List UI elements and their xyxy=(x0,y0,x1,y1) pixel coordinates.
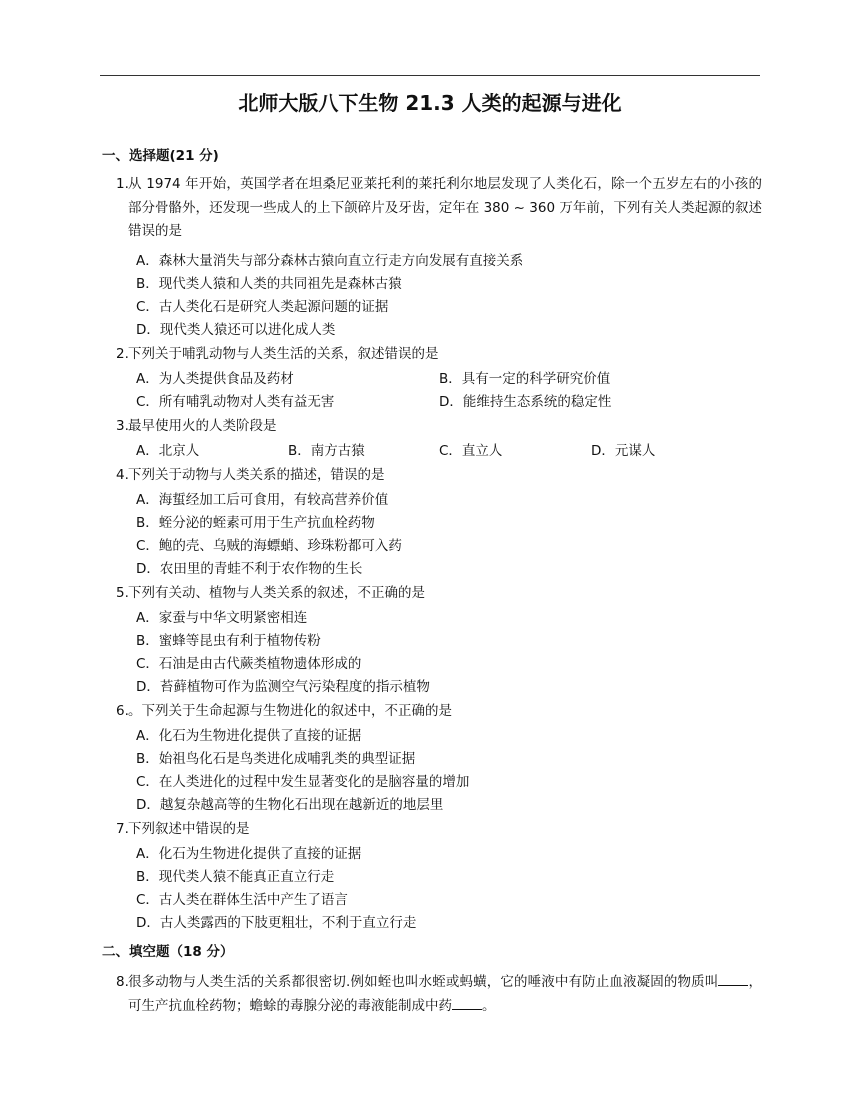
option-d: D．古人类露西的下肢更粗壮，不利于直立行走 xyxy=(136,915,417,931)
option-c: C．古人类在群体生活中产生了语言 xyxy=(136,892,348,908)
section-title-fill: 二、填空题（18 分） xyxy=(102,944,234,960)
question-stem xyxy=(128,971,762,1018)
option-d: D．元谋人 xyxy=(591,443,656,459)
option-a: A．化石为生物进化提供了直接的证据 xyxy=(136,728,362,744)
header-rule xyxy=(100,75,760,76)
question-number: 6. xyxy=(116,703,129,719)
option-c: C．在人类进化的过程中发生显著变化的是脑容量的增加 xyxy=(136,774,470,790)
question-stem: 下列关于动物与人类关系的描述，错误的是 xyxy=(128,467,385,483)
question-4 xyxy=(116,464,762,488)
option-c: C．直立人 xyxy=(439,443,503,459)
question-8 xyxy=(116,971,762,1018)
option-b: B．蜜蜂等昆虫有利于植物传粉 xyxy=(136,633,321,649)
question-number: 8. xyxy=(116,974,129,990)
question-3 xyxy=(116,415,762,439)
option-c: C．鲍的壳、乌贼的海螵蛸、珍珠粉都可入药 xyxy=(136,538,402,554)
question-stem: 下列叙述中错误的是 xyxy=(128,821,250,837)
question-stem: 最早使用火的人类阶段是 xyxy=(128,418,277,434)
option-a: A．为人类提供食品及药材 xyxy=(136,371,294,387)
question-7 xyxy=(116,818,762,842)
question-stem: 下列关于哺乳动物与人类生活的关系，叙述错误的是 xyxy=(128,346,439,362)
option-c: C．古人类化石是研究人类起源问题的证据 xyxy=(136,299,389,315)
option-a: A．家蚕与中华文明紧密相连 xyxy=(136,610,308,626)
answer-blank-2[interactable] xyxy=(452,995,482,1010)
option-b: B．始祖鸟化石是鸟类进化成哺乳类的典型证据 xyxy=(136,751,416,767)
option-b: B．具有一定的科学研究价值 xyxy=(439,371,611,387)
option-b: B．现代类人猿不能真正直立行走 xyxy=(136,869,335,885)
question-1 xyxy=(116,173,762,244)
question-stem: 。下列关于生命起源与生物进化的叙述中，不正确的是 xyxy=(128,703,452,719)
answer-blank-1[interactable] xyxy=(718,971,748,986)
question-stem: 从 1974 年开始，英国学者在坦桑尼亚莱托利的莱托利尔地层发现了人类化石，除一个五岁左右的小孩的部分骨骼外，还发现一些成人的上下颌碎片及牙齿，定年在 380 ~ 360 万年前，下列有关人类起源的叙述错误的是 xyxy=(128,176,762,239)
question-number: 7. xyxy=(116,821,129,837)
option-a: A．森林大量消失与部分森林古猿向直立行走方向发展有直接关系 xyxy=(136,253,524,269)
question-number: 5. xyxy=(116,585,129,601)
option-b: B．南方古猿 xyxy=(288,443,365,459)
option-d: D．越复杂越高等的生物化石出现在越新近的地层里 xyxy=(136,797,444,813)
question-5 xyxy=(116,582,762,606)
option-a: A．北京人 xyxy=(136,443,200,459)
fill-text-3: 。 xyxy=(482,997,496,1014)
question-number: 1. xyxy=(116,176,129,192)
fill-text-2: ，可生产抗血栓药物；蟾蜍的毒腺分泌的毒液能制成中药 xyxy=(128,974,763,1014)
option-c: C．石油是由古代蕨类植物遗体形成的 xyxy=(136,656,362,672)
section-title-choice: 一、选择题(21 分) xyxy=(102,148,219,164)
option-b: B．蛭分泌的蛭素可用于生产抗血栓药物 xyxy=(136,515,375,531)
question-6 xyxy=(116,700,762,724)
question-number: 4. xyxy=(116,467,129,483)
option-a: A．化石为生物进化提供了直接的证据 xyxy=(136,846,362,862)
option-c: C．所有哺乳动物对人类有益无害 xyxy=(136,394,335,410)
option-d: D．苔藓植物可作为监测空气污染程度的指示植物 xyxy=(136,679,430,695)
question-number: 2. xyxy=(116,346,129,362)
fill-text-1: 很多动物与人类生活的关系都很密切.例如蛭也叫水蛭或蚂蟥，它的唾液中有防止血液凝固的物质叫 xyxy=(128,974,719,990)
option-d: D．现代类人猿还可以进化成人类 xyxy=(136,322,336,338)
document-title: 北师大版八下生物 21.3 人类的起源与进化 xyxy=(238,91,622,115)
question-2 xyxy=(116,343,762,367)
question-stem: 下列有关动、植物与人类关系的叙述，不正确的是 xyxy=(128,585,425,601)
option-b: B．现代类人猿和人类的共同祖先是森林古猿 xyxy=(136,276,402,292)
option-a: A．海蜇经加工后可食用，有较高营养价值 xyxy=(136,492,389,508)
option-d: D．能维持生态系统的稳定性 xyxy=(439,394,612,410)
option-d: D．农田里的青蛙不利于农作物的生长 xyxy=(136,561,363,577)
question-number: 3. xyxy=(116,418,129,434)
